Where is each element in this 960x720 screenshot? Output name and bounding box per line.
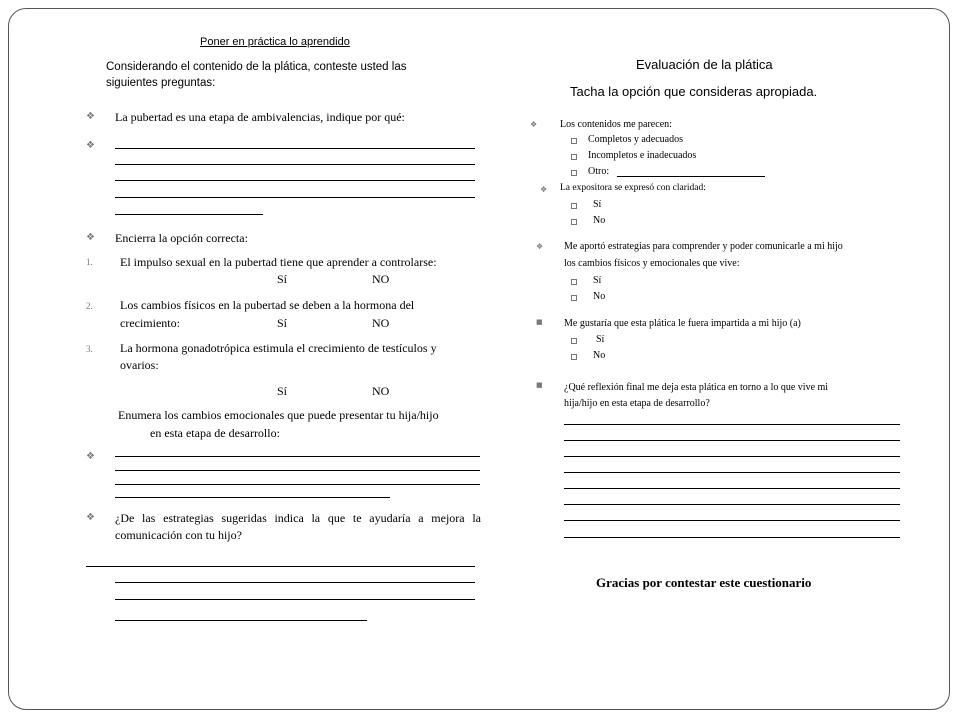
answer-line[interactable] bbox=[115, 620, 367, 621]
bullet-icon: ❖ bbox=[536, 242, 544, 251]
option-label: No bbox=[593, 215, 606, 226]
right-title: Evaluación de la plática bbox=[636, 57, 773, 72]
bullet-icon: ❖ bbox=[86, 111, 95, 122]
option-label: No bbox=[593, 350, 606, 361]
answer-line[interactable] bbox=[564, 424, 900, 425]
checkbox[interactable] bbox=[571, 354, 577, 360]
answer-line[interactable] bbox=[115, 197, 475, 198]
answer-line[interactable] bbox=[564, 520, 900, 521]
answer-line[interactable] bbox=[115, 456, 480, 457]
checkbox[interactable] bbox=[571, 295, 577, 301]
bullet-icon: ❖ bbox=[86, 451, 95, 462]
answer-line[interactable] bbox=[115, 470, 480, 471]
option-label: Sí bbox=[593, 199, 602, 210]
checkbox[interactable] bbox=[571, 219, 577, 225]
answer-line[interactable] bbox=[564, 472, 900, 473]
bullet-icon: ■ bbox=[536, 318, 543, 326]
right-question-4: Me gustaría que esta plática le fuera impartida a mi hijo (a) bbox=[564, 318, 801, 329]
option-no[interactable]: NO bbox=[372, 316, 390, 330]
right-question-3-cont: los cambios físicos y emocionales que vive: bbox=[564, 258, 740, 269]
right-question-3: Me aportó estrategias para comprender y poder comunicarle a mi hijo bbox=[564, 241, 843, 252]
answer-line[interactable] bbox=[617, 176, 765, 177]
bullet-icon: ❖ bbox=[86, 512, 95, 523]
answer-line[interactable] bbox=[115, 497, 390, 498]
left-intro-line2: siguientes preguntas: bbox=[106, 77, 216, 89]
answer-line[interactable] bbox=[564, 537, 900, 538]
option-label: Sí bbox=[596, 334, 605, 345]
left-question-1: La pubertad es una etapa de ambivalencias, indique por qué: bbox=[115, 110, 405, 124]
bullet-icon: ❖ bbox=[530, 120, 538, 129]
right-question-5: ¿Qué reflexión final me deja esta plática en torno a lo que vive mi bbox=[564, 382, 829, 393]
thanks-message: Gracias por contestar este cuestionario bbox=[596, 575, 812, 590]
item-number: 3. bbox=[86, 344, 93, 354]
option-no[interactable]: NO bbox=[372, 272, 390, 286]
option-label: Sí bbox=[593, 275, 602, 286]
item-text: Los cambios físicos en la pubertad se deben a la hormona del bbox=[120, 298, 415, 312]
checkbox[interactable] bbox=[571, 154, 577, 160]
answer-line[interactable] bbox=[564, 504, 900, 505]
bullet-icon: ❖ bbox=[540, 185, 548, 194]
answer-line[interactable] bbox=[115, 484, 480, 485]
answer-line[interactable] bbox=[115, 148, 475, 149]
answer-line[interactable] bbox=[115, 214, 263, 215]
answer-line[interactable] bbox=[564, 488, 900, 489]
option-label: No bbox=[593, 291, 606, 302]
checkbox[interactable] bbox=[571, 138, 577, 144]
option-no[interactable]: NO bbox=[372, 384, 390, 398]
option-label: Otro: bbox=[588, 166, 610, 177]
left-question-4: ¿De las estrategias sugeridas indica la que te ayudaría a mejora la bbox=[115, 511, 481, 525]
bullet-icon: ❖ bbox=[86, 140, 95, 151]
answer-line[interactable] bbox=[564, 440, 900, 441]
right-question-2: La expositora se expresó con claridad: bbox=[560, 183, 706, 193]
item-text: La hormona gonadotrópica estimula el crecimiento de testículos y bbox=[120, 341, 437, 355]
answer-line[interactable] bbox=[115, 180, 475, 181]
answer-line[interactable] bbox=[115, 582, 475, 583]
option-si[interactable]: Sí bbox=[277, 384, 288, 398]
checkbox[interactable] bbox=[571, 338, 577, 344]
bullet-icon: ❖ bbox=[86, 232, 95, 243]
option-label: Completos y adecuados bbox=[588, 134, 683, 145]
item-text: crecimiento: bbox=[120, 316, 180, 330]
left-question-2: Encierra la opción correcta: bbox=[115, 231, 248, 245]
left-intro-line1: Considerando el contenido de la plática, conteste usted las bbox=[106, 61, 407, 73]
left-question-4-cont: comunicación con tu hijo? bbox=[115, 528, 242, 542]
checkbox[interactable] bbox=[571, 279, 577, 285]
checkbox[interactable] bbox=[571, 170, 577, 176]
answer-line[interactable] bbox=[115, 599, 475, 600]
item-text: El impulso sexual en la pubertad tiene que aprender a controlarse: bbox=[120, 255, 437, 269]
right-question-5-cont: hija/hijo en esta etapa de desarrollo? bbox=[564, 398, 710, 409]
left-title: Poner en práctica lo aprendido bbox=[200, 36, 350, 48]
right-question-1: Los contenidos me parecen: bbox=[560, 119, 672, 130]
option-label: Incompletos e inadecuados bbox=[588, 150, 697, 161]
left-question-3: Enumera los cambios emocionales que puede presentar tu hija/hijo bbox=[118, 408, 439, 422]
option-si[interactable]: Sí bbox=[277, 316, 288, 330]
item-text: ovarios: bbox=[120, 358, 159, 372]
answer-line[interactable] bbox=[86, 566, 475, 567]
checkbox[interactable] bbox=[571, 203, 577, 209]
answer-line[interactable] bbox=[564, 456, 900, 457]
right-subtitle: Tacha la opción que consideras apropiada. bbox=[570, 84, 818, 99]
item-number: 2. bbox=[86, 301, 93, 311]
option-si[interactable]: Sí bbox=[277, 272, 288, 286]
bullet-icon: ■ bbox=[536, 381, 543, 389]
left-question-3-cont: en esta etapa de desarrollo: bbox=[150, 426, 280, 440]
answer-line[interactable] bbox=[115, 164, 475, 165]
item-number: 1. bbox=[86, 257, 93, 267]
